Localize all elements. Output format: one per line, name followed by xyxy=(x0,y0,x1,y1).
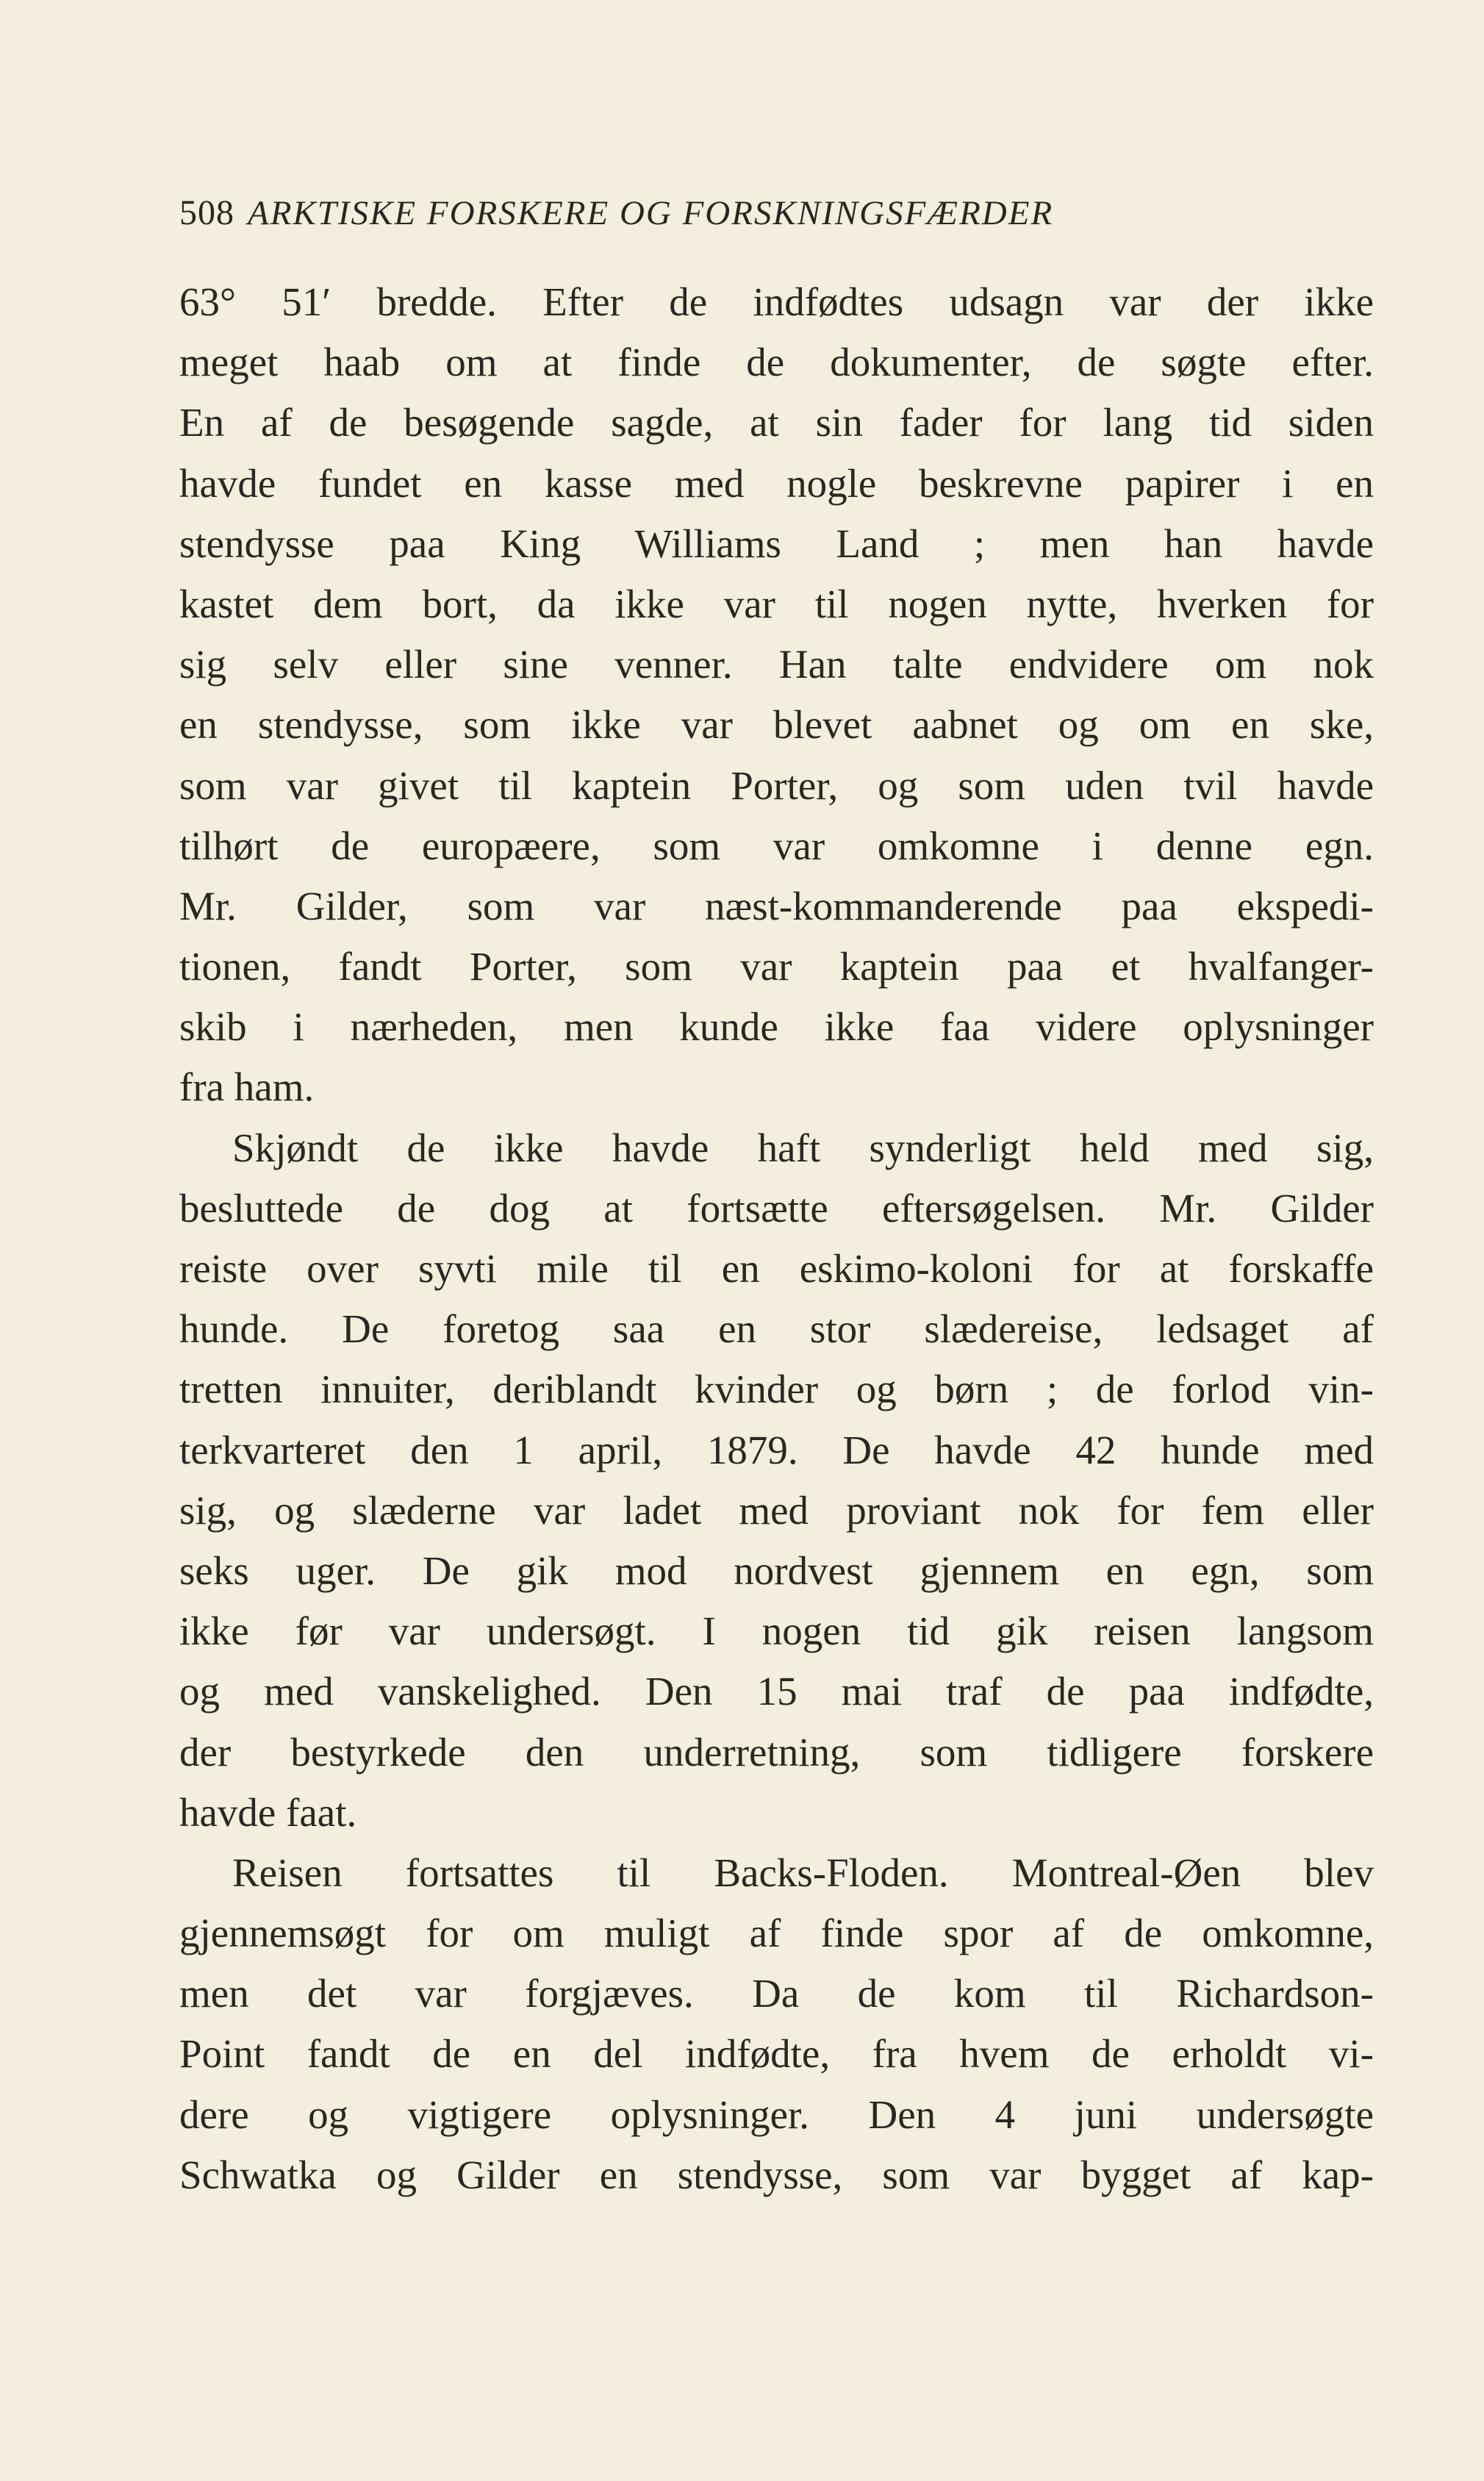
text-line: Mr. Gilder, som var næst-kommanderende paa ekspedi- xyxy=(179,883,1374,928)
text-line: havde fundet en kasse med nogle beskrevne papirer i en xyxy=(179,460,1374,506)
text-line: kastet dem bort, da ikke var til nogen nytte, hverken for xyxy=(179,581,1374,626)
text-line: tretten innuiter, deriblandt kvinder og børn ; de forlod vin- xyxy=(179,1367,1374,1412)
text-line: havde faat. xyxy=(179,1789,357,1835)
text-line: En af de besøgende sagde, at sin fader for lang tid siden xyxy=(179,400,1374,445)
text-line: 63° 51′ bredde. Efter de indfødtes udsagn var der ikke xyxy=(179,279,1374,324)
text-line: fra ham. xyxy=(179,1064,315,1110)
text-line: gjennemsøgt for om muligt af finde spor af de omkomne, xyxy=(179,1911,1374,1956)
text-line: stendysse paa King Williams Land ; men han havde xyxy=(179,520,1374,566)
body-text xyxy=(179,272,1374,2205)
text-line: sig, og slæderne var ladet med proviant nok for fem eller xyxy=(179,1487,1374,1533)
text-line: der bestyrkede den underretning, som tidligere forskere xyxy=(179,1729,1374,1775)
text-line: Skjøndt de ikke havde haft synderligt held med sig, xyxy=(232,1125,1374,1170)
text-line: meget haab om at finde de dokumenter, de søgte efter. xyxy=(179,340,1374,385)
text-line: Point fandt de en del indfødte, fra hvem de erholdt vi- xyxy=(179,2031,1374,2077)
text-line: en stendysse, som ikke var blevet aabnet og om en ske, xyxy=(179,702,1374,748)
text-line: skib i nærheden, men kunde ikke faa videre oplysninger xyxy=(179,1004,1374,1050)
text-line: men det var forgjæves. Da de kom til Richardson- xyxy=(179,1971,1374,2016)
text-line: ikke før var undersøgt. I nogen tid gik reisen langsom xyxy=(179,1608,1374,1654)
text-line: reiste over syvti mile til en eskimo-koloni for at forskaffe xyxy=(179,1246,1374,1291)
text-line: tionen, fandt Porter, som var kaptein paa et hvalfanger- xyxy=(179,944,1374,989)
text-line: sig selv eller sine venner. Han talte endvidere om nok xyxy=(179,642,1374,687)
text-line: dere og vigtigere oplysninger. Den 4 juni undersøgte xyxy=(179,2091,1374,2137)
text-line: besluttede de dog at fortsætte eftersøgelsen. Mr. Gilder xyxy=(179,1185,1374,1231)
text-line: Schwatka og Gilder en stendysse, som var bygget af kap- xyxy=(179,2152,1374,2197)
text-line: terkvarteret den 1 april, 1879. De havde 42 hunde med xyxy=(179,1427,1374,1472)
page-header xyxy=(179,193,1370,244)
text-line: tilhørt de europæere, som var omkomne i denne egn. xyxy=(179,823,1374,868)
running-title: ARKTISKE FORSKERE OG FORSKNINGSFÆRDER xyxy=(248,194,1054,232)
text-line: og med vanskelighed. Den 15 mai traf de paa indfødte, xyxy=(179,1669,1374,1714)
text-line: som var givet til kaptein Porter, og som uden tvil havde xyxy=(179,762,1374,808)
page-number: 508 xyxy=(179,193,234,232)
text-line: hunde. De foretog saa en stor slædereise, ledsaget af xyxy=(179,1306,1374,1352)
text-line: seks uger. De gik mod nordvest gjennem en egn, som xyxy=(179,1547,1374,1593)
text-line: Reisen fortsattes til Backs-Floden. Montreal-Øen blev xyxy=(232,1850,1374,1895)
